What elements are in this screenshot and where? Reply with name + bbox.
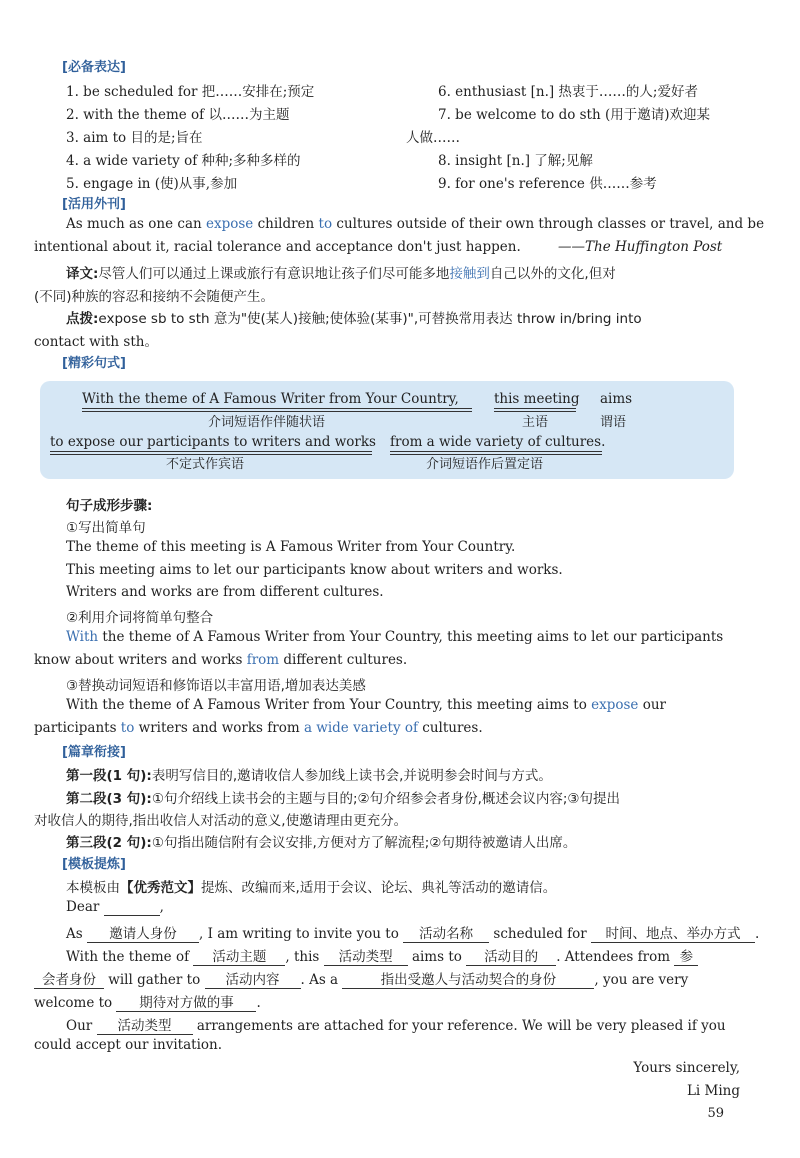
label: 第二段(3 句): bbox=[66, 791, 152, 807]
text: With the theme of A Famous Writer from Your Country, this meeting aims to bbox=[66, 697, 592, 713]
tip-label: 点拨: bbox=[66, 311, 99, 327]
text: our bbox=[638, 697, 666, 713]
expression-item: 2. with the theme of 以……为主题 bbox=[66, 107, 290, 123]
closing: Yours sincerely, bbox=[633, 1060, 740, 1076]
label-subject: 主语 bbox=[522, 415, 549, 430]
highlight: With bbox=[66, 629, 99, 645]
blank-content: 活动内容 bbox=[205, 968, 301, 989]
label-predicate: 谓语 bbox=[600, 415, 627, 430]
phrase-predicate: aims bbox=[600, 391, 633, 407]
translation-line-1 bbox=[66, 262, 616, 282]
step-2-title: ②利用介词将简单句整合 bbox=[66, 610, 214, 626]
highlight: to bbox=[120, 720, 135, 736]
text: writers and works from bbox=[134, 720, 304, 736]
text: 表明写信目的,邀请收信人参加线上读书会,并说明参会时间与方式。 bbox=[151, 768, 552, 784]
text: ①句指出随信附有会议安排,方便对方了解流程;②句期待被邀请人出席。 bbox=[151, 835, 577, 851]
text: ①句介绍线上读书会的主题与目的;②句介绍参会者身份,概述会议内容;③句提出 bbox=[151, 791, 621, 807]
template-salutation: Dear , bbox=[66, 899, 164, 915]
text: . As a bbox=[300, 972, 339, 988]
final-sentence-1 bbox=[66, 697, 666, 713]
highlight: 接触到 bbox=[449, 266, 490, 282]
text: different cultures. bbox=[279, 652, 408, 668]
magazine-line-2: intentional about it, racial tolerance and acceptance don't just happen. bbox=[34, 239, 521, 255]
template-line-3 bbox=[34, 968, 688, 989]
magazine-line-1 bbox=[66, 216, 764, 232]
structure-paragraph-2 bbox=[66, 787, 620, 807]
blank-theme: 活动主题 bbox=[193, 945, 285, 966]
template-line-6: could accept our invitation. bbox=[34, 1037, 223, 1053]
text: . Attendees from bbox=[556, 949, 671, 965]
structure-paragraph-1 bbox=[66, 764, 552, 784]
phrase-attributive: from a wide variety of cultures. bbox=[390, 434, 606, 450]
text: cultures. bbox=[418, 720, 483, 736]
expression-item: 6. enthusiast [n.] 热衷于……的人;爱好者 bbox=[438, 84, 698, 100]
step-3-title: ③替换动词短语和修饰语以丰富用语,增加表达美感 bbox=[66, 678, 366, 694]
section-header-expressions: [必备表达] bbox=[62, 60, 126, 75]
blank-identity: 指出受邀人与活动契合的身份 bbox=[342, 968, 594, 989]
template-line-2 bbox=[66, 945, 698, 966]
blank-type: 活动类型 bbox=[324, 945, 408, 966]
sentence-analysis-box bbox=[40, 381, 734, 479]
highlight: from bbox=[246, 652, 280, 668]
blank-participant: 会者身份 bbox=[34, 968, 104, 989]
expression-item: 7. be welcome to do sth (用于邀请)欢迎某 bbox=[438, 107, 711, 123]
expression-item: 8. insight [n.] 了解;见解 bbox=[438, 153, 593, 169]
text: the theme of A Famous Writer from Your Country, this meeting aims to let our participants bbox=[98, 629, 724, 645]
expression-item: 9. for one's reference 供……参考 bbox=[438, 176, 657, 192]
text: scheduled for bbox=[493, 926, 587, 942]
text: , this bbox=[285, 949, 320, 965]
combined-sentence-1 bbox=[66, 629, 723, 645]
blank-name bbox=[104, 899, 160, 916]
template-line-4: welcome to 期待对方做的事 . bbox=[34, 991, 261, 1012]
highlight-expose: expose bbox=[205, 216, 254, 232]
text: 提炼、改编而来,适用于会议、论坛、典礼等活动的邀请信。 bbox=[201, 880, 557, 896]
expression-item: 4. a wide variety of 种种;多种多样的 bbox=[66, 153, 301, 169]
text: , you are very bbox=[594, 972, 689, 988]
text: aims to bbox=[411, 949, 462, 965]
simple-sentence: Writers and works are from different cultures. bbox=[66, 584, 384, 600]
text: 本模板由 bbox=[66, 880, 120, 896]
expression-item: 5. engage in (使)从事,参加 bbox=[66, 176, 238, 192]
expression-item: 人做…… bbox=[406, 130, 460, 146]
phrase-adverbial: With the theme of A Famous Writer from Your Country, bbox=[82, 391, 459, 407]
final-sentence-2 bbox=[34, 720, 483, 736]
text: will gather to bbox=[108, 972, 201, 988]
step-1-title: ①写出简单句 bbox=[66, 520, 146, 536]
text: As much as one can bbox=[66, 216, 206, 232]
highlight: a wide variety of bbox=[303, 720, 418, 736]
text: cultures outside of their own through classes or travel, and be bbox=[332, 216, 765, 232]
blank-inviter: 邀请人身份 bbox=[87, 922, 199, 943]
translation-line-2: (不同)种族的容忍和接纳不会随便产生。 bbox=[34, 289, 275, 305]
blank-expectation: 期待对方做的事 bbox=[116, 991, 256, 1012]
highlight-to: to bbox=[318, 216, 333, 232]
blank-event: 活动名称 bbox=[403, 922, 489, 943]
structure-paragraph-2b: 对收信人的期待,指出收信人对活动的意义,使邀请理由更充分。 bbox=[34, 813, 408, 829]
phrase-subject: this meeting bbox=[494, 391, 580, 407]
section-header-magazine: [活用外刊] bbox=[62, 197, 126, 212]
translation-label: 译文: bbox=[66, 266, 99, 282]
template-line-1: As 邀请人身份 , I am writing to invite you to 活动名称 scheduled for 时间、地点、举办方式 . bbox=[66, 922, 759, 943]
blank-purpose: 活动目的 bbox=[466, 945, 556, 966]
text: know about writers and works bbox=[34, 652, 247, 668]
blank-time: 时间、地点、举办方式 bbox=[591, 922, 755, 943]
section-header-structure: [篇章衔接] bbox=[62, 745, 126, 760]
section-header-sentence: [精彩句式] bbox=[62, 356, 126, 371]
text: With the theme of bbox=[66, 949, 190, 965]
highlight: 【优秀范文】 bbox=[120, 880, 201, 896]
expression-item: 1. be scheduled for 把……安排在;预定 bbox=[66, 84, 315, 100]
label-object: 不定式作宾语 bbox=[166, 457, 245, 472]
template-line-5 bbox=[66, 1014, 726, 1035]
dear: Dear bbox=[66, 899, 100, 915]
text: Our bbox=[66, 1018, 93, 1034]
steps-title: 句子成形步骤: bbox=[66, 498, 153, 514]
simple-sentence: The theme of this meeting is A Famous Writer from Your Country. bbox=[66, 539, 516, 555]
text: expose sb to sth 意为"使(某人)接触;使体验(某事)",可替换常用表达 throw in/bring into bbox=[98, 311, 642, 327]
page-number: 59 bbox=[707, 1106, 724, 1121]
tip-line-1 bbox=[66, 307, 642, 327]
blank-type: 活动类型 bbox=[97, 1014, 193, 1035]
expression-item: 3. aim to 目的是;旨在 bbox=[66, 130, 203, 146]
label-attributive: 介词短语作后置定语 bbox=[426, 457, 544, 472]
section-header-template: [模板提炼] bbox=[62, 857, 126, 872]
simple-sentence: This meeting aims to let our participants know about writers and works. bbox=[66, 562, 563, 578]
text: As bbox=[66, 926, 83, 942]
highlight: expose bbox=[591, 697, 639, 713]
tip-line-2: contact with sth。 bbox=[34, 334, 158, 350]
text: participants bbox=[34, 720, 121, 736]
magazine-source: ——The Huffington Post bbox=[558, 239, 723, 255]
label: 第三段(2 句): bbox=[66, 835, 152, 851]
text: , I am writing to invite you to bbox=[198, 926, 399, 942]
label: 第一段(1 句): bbox=[66, 768, 152, 784]
phrase-object: to expose our participants to writers and works bbox=[50, 434, 376, 450]
blank-participant: 参 bbox=[674, 945, 698, 966]
template-intro bbox=[66, 876, 556, 896]
label-adverbial: 介词短语作伴随状语 bbox=[208, 415, 326, 430]
text: arrangements are attached for your reference. We will be very pleased if you bbox=[196, 1018, 726, 1034]
structure-paragraph-3 bbox=[66, 831, 576, 851]
text: children bbox=[253, 216, 319, 232]
text: welcome to bbox=[34, 995, 113, 1011]
text: 自己以外的文化,但对 bbox=[489, 266, 616, 282]
signature: Li Ming bbox=[686, 1083, 740, 1099]
text: 尽管人们可以通过上课或旅行有意识地让孩子们尽可能多地 bbox=[98, 266, 450, 282]
combined-sentence-2 bbox=[34, 652, 407, 668]
